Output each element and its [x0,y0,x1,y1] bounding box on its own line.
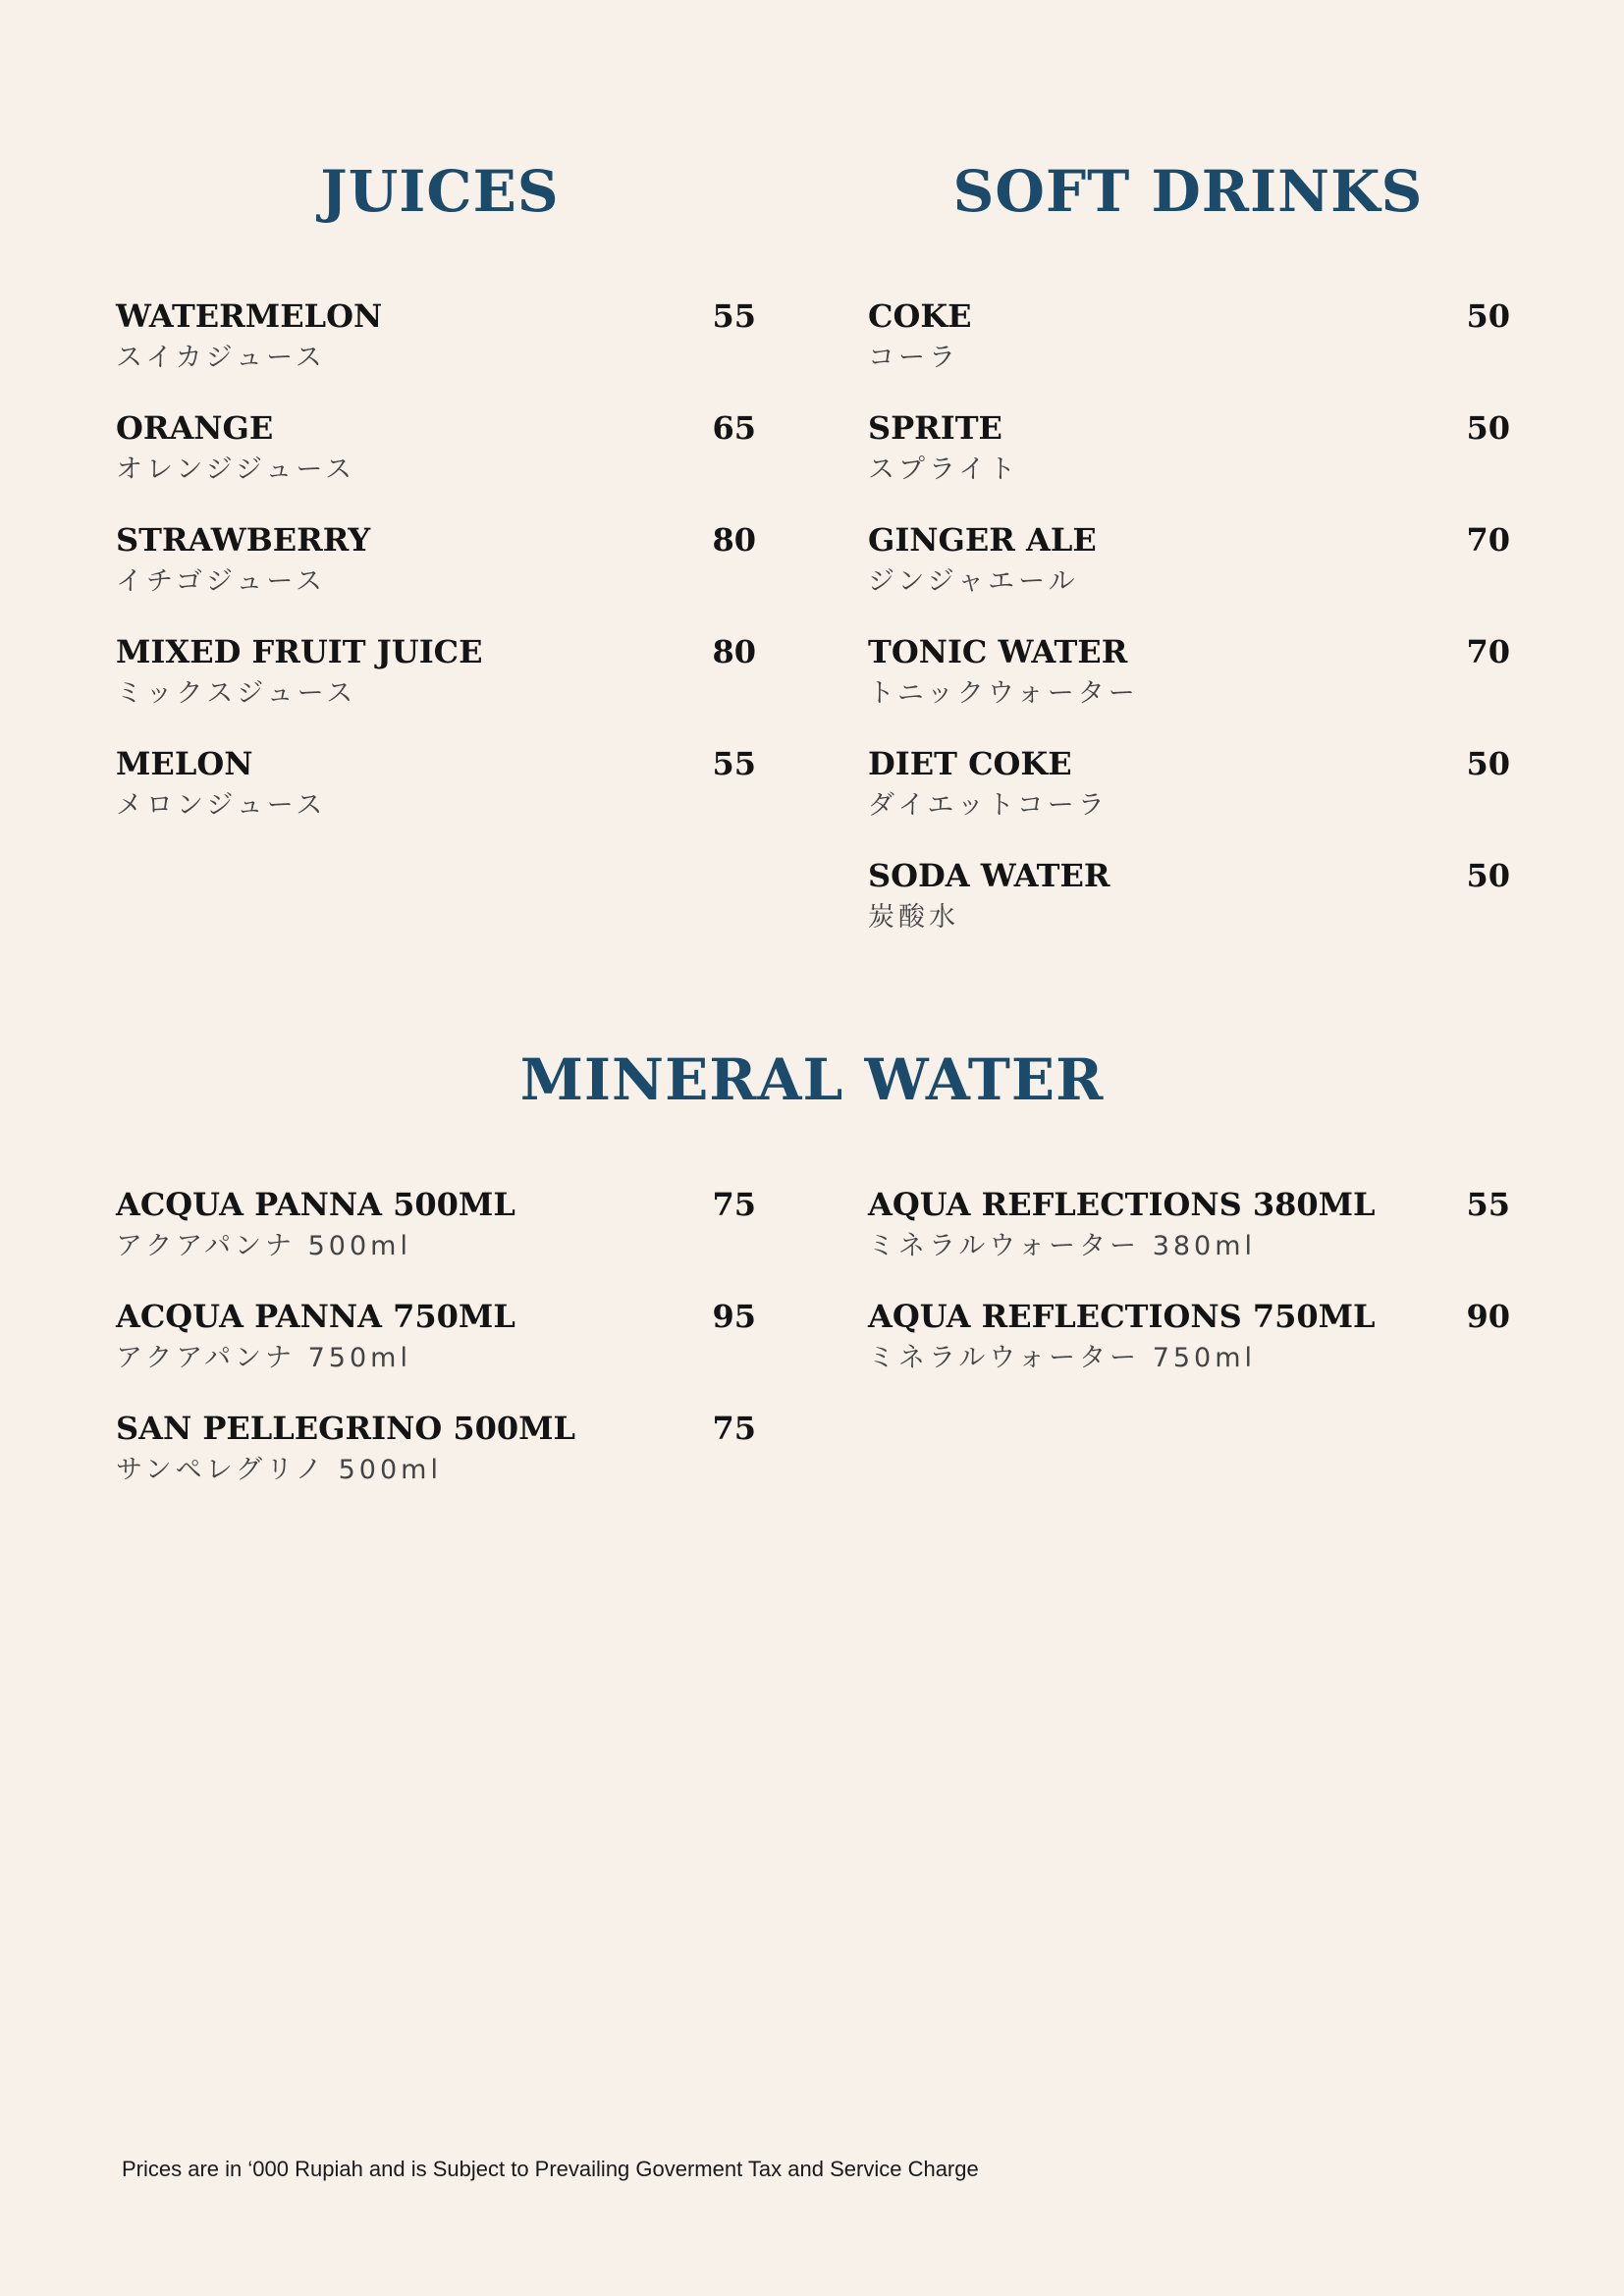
item-name: STRAWBERRY [116,521,371,559]
item-japanese-name: オレンジジュース [116,454,356,485]
item-japanese-name: スプライト [868,454,1020,485]
menu-item-orange [116,409,756,521]
item-japanese-name: ミックスジュース [116,678,357,709]
price-disclaimer: Prices are in ‘000 Rupiah and is Subject to Prevailing Goverment Tax and Service Charge [122,2157,979,2181]
item-price: 80 [712,633,756,670]
item-name: TONIC WATER [868,633,1128,670]
item-name: ACQUA PANNA 750ML [116,1298,515,1335]
item-japanese-name: 炭酸水 [868,902,959,933]
menu-item-mixed-fruit-juice [116,633,756,745]
item-name: SAN PELLEGRINO 500ML [116,1410,576,1447]
item-price: 90 [1466,1298,1510,1335]
item-name: SPRITE [868,409,1002,447]
menu-item-sprite [868,409,1510,521]
menu-item-soda-water [868,857,1510,969]
item-price: 55 [712,297,756,335]
item-japanese-name: トニックウォーター [868,678,1139,709]
item-name: AQUA REFLECTIONS 750ML [868,1298,1376,1335]
item-japanese-name: アクアパンナ 750ml [116,1343,411,1373]
item-price: 70 [1466,633,1510,670]
mineral-water-title: MINERAL WATER [519,1046,1105,1113]
item-price: 55 [712,745,756,782]
item-price: 65 [712,409,756,447]
item-name: MELON [116,745,253,782]
menu-item-coke [868,297,1510,409]
item-japanese-name: ミネラルウォーター 750ml [868,1343,1257,1373]
item-name: ORANGE [116,409,274,447]
item-japanese-name: アクアパンナ 500ml [116,1231,411,1261]
item-name: MIXED FRUIT JUICE [116,633,483,670]
item-japanese-name: ダイエットコーラ [868,790,1109,821]
item-name: COKE [868,297,972,335]
soft-drinks-title: SOFT DRINKS [952,158,1424,225]
menu-item-acqua-panna-750ml [116,1298,756,1410]
item-japanese-name: ミネラルウォーター 380ml [868,1231,1257,1261]
item-price: 75 [712,1186,756,1223]
mineral-water-left-list [116,1186,756,1522]
item-japanese-name: メロンジュース [116,790,327,821]
menu-item-diet-coke [868,745,1510,857]
item-price: 50 [1466,297,1510,335]
item-japanese-name: コーラ [868,343,959,373]
menu-item-san-pellegrino-500ml [116,1410,756,1522]
menu-item-acqua-panna-500ml [116,1186,756,1298]
menu-item-tonic-water [868,633,1510,745]
menu-item-aqua-reflections-380ml [868,1186,1510,1298]
item-name: AQUA REFLECTIONS 380ML [868,1186,1376,1223]
menu-item-melon [116,745,756,857]
soft-drinks-list [868,297,1510,969]
item-price: 55 [1466,1186,1510,1223]
menu-item-watermelon [116,297,756,409]
juices-list [116,297,756,857]
item-price: 95 [712,1298,756,1335]
menu-item-aqua-reflections-750ml [868,1298,1510,1410]
item-name: GINGER ALE [868,521,1097,559]
item-name: DIET COKE [868,745,1072,782]
menu-item-ginger-ale [868,521,1510,633]
juices-title: JUICES [320,158,560,225]
mineral-water-right-list [868,1186,1510,1410]
item-price: 75 [712,1410,756,1447]
item-japanese-name: サンペレグリノ 500ml [116,1455,442,1485]
item-name: ACQUA PANNA 500ML [116,1186,515,1223]
item-japanese-name: スイカジュース [116,343,326,373]
item-price: 50 [1466,857,1510,894]
item-price: 80 [712,521,756,559]
item-name: WATERMELON [116,297,383,335]
item-price: 50 [1466,745,1510,782]
item-name: SODA WATER [868,857,1110,894]
item-price: 50 [1466,409,1510,447]
menu-item-strawberry [116,521,756,633]
item-japanese-name: ジンジャエール [868,566,1079,597]
item-price: 70 [1466,521,1510,559]
item-japanese-name: イチゴジュース [116,566,327,597]
